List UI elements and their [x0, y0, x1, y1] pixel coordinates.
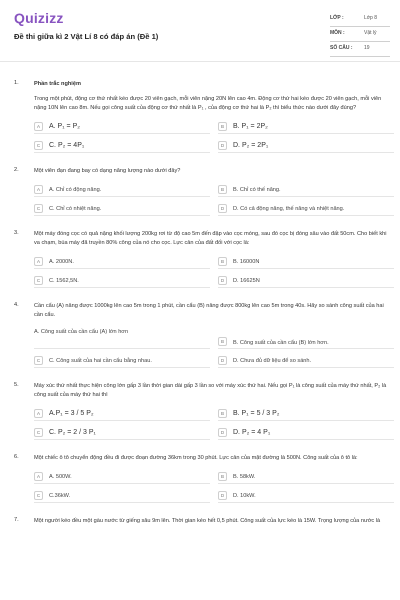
question-text: Một người kéo đều một gàu nước từ giếng sâu 9m lên. Thời gian kéo hết 0,5 phút. Công suất của lực kéo là 15W. Trọng lượng của nước là — [34, 518, 381, 524]
option-letter: B — [218, 472, 227, 481]
option-text: D. Có cả động năng, thế năng và nhiệt năng. — [233, 205, 345, 212]
question-number: 5. — [14, 382, 19, 388]
option-a[interactable] — [34, 120, 210, 134]
option-text: D. 16625N — [233, 277, 260, 284]
option-letter: A — [34, 185, 43, 194]
document-title: Đề thi giữa kì 2 Vật Lí 8 có đáp án (Đề 1) — [14, 32, 159, 41]
option-text: B. P₁ = 5 / 3 P₂ — [233, 410, 280, 417]
option-text: B. Chỉ có thế năng. — [233, 186, 281, 193]
option-text: D. P₂ = 2P₁ — [233, 142, 269, 149]
options — [34, 120, 390, 153]
quizizz-logo: Quizizz — [14, 10, 64, 26]
option-letter: D — [218, 491, 227, 500]
meta-label: MÔN : — [330, 30, 345, 36]
option-letter: C — [34, 428, 43, 437]
option-c[interactable] — [34, 354, 210, 368]
question-6 — [14, 454, 390, 503]
option-text: B. Công suất của cần cẩu (B) lớn hơn. — [233, 340, 329, 346]
option-text: D. P₂ = 4 P₁ — [233, 429, 271, 436]
option-letter: D — [218, 204, 227, 213]
option-c[interactable] — [34, 139, 210, 153]
option-b[interactable] — [218, 183, 394, 197]
option-letter: C — [34, 141, 43, 150]
option-text: B. 16000N — [233, 258, 260, 265]
options — [34, 183, 390, 216]
options — [34, 327, 390, 368]
meta-label: SỐ CÂU : — [330, 45, 353, 51]
option-a[interactable] — [34, 255, 210, 269]
option-text: A.P₁ = 3 / 5 P₂ — [49, 410, 94, 417]
option-text: C. Chỉ có nhiệt năng. — [49, 205, 102, 212]
option-text: A. 500W. — [49, 473, 72, 480]
option-letter: C — [34, 491, 43, 500]
option-d[interactable] — [218, 202, 394, 216]
meta-row-class — [330, 12, 390, 27]
question-number: 6. — [14, 454, 19, 460]
option-a[interactable] — [34, 183, 210, 197]
meta-label: LỚP : — [330, 15, 344, 21]
option-b[interactable] — [218, 470, 394, 484]
option-letter: C — [34, 356, 43, 365]
section-header: Phần trắc nghiệm — [34, 81, 81, 87]
option-letter: D — [218, 276, 227, 285]
option-d[interactable] — [218, 274, 394, 288]
question-number: 3. — [14, 230, 19, 236]
option-text: C. P₂ = 2 / 3 P₁ — [49, 429, 96, 436]
option-c[interactable] — [34, 489, 210, 503]
question-number: 7. — [14, 517, 19, 523]
meta-info — [330, 12, 390, 57]
meta-value: Vật lý — [364, 30, 377, 36]
option-letter: C — [34, 276, 43, 285]
question-text: Cần cẩu (A) nâng được 1000kg lên cao 5m trong 1 phút, cần cẩu (B) nâng được 800kg lên cao 5m trong 40s. Hãy so sánh công suất của hai cần cẩu. — [34, 303, 384, 318]
question-2 — [14, 167, 390, 216]
question-text: Một chiếc ô tô chuyển động đều đi được đoạn đường 36km trong 30 phút. Lực cản của mặt đường là 500N. Công suất của ô tô là: — [34, 455, 358, 461]
option-c[interactable] — [34, 274, 210, 288]
option-b[interactable] — [218, 327, 394, 349]
page-header — [0, 0, 400, 62]
option-a[interactable] — [34, 470, 210, 484]
question-text: Một viên đạn đang bay có dạng năng lượng nào dưới đây? — [34, 168, 181, 174]
option-text: A. P₁ = P₂ — [49, 123, 80, 130]
option-letter: A — [34, 257, 43, 266]
option-letter: D — [218, 428, 227, 437]
question-number: 2. — [14, 167, 19, 173]
option-c[interactable] — [34, 202, 210, 216]
option-text: A. Chỉ có động năng. — [49, 186, 102, 193]
options — [34, 407, 390, 440]
option-b[interactable] — [218, 407, 394, 421]
option-text: C.36kW. — [49, 492, 71, 499]
option-text: D. Chưa đủ dữ liệu để so sánh. — [233, 357, 312, 364]
option-d[interactable] — [218, 426, 394, 440]
question-text: Một máy đóng cọc có quả nặng khối lượng 200kg rơi từ độ cao 5m đến đập vào cọc móng, sau đó cọc bị đóng sâu vào đất 50cm. Cho biết khi va chạm, búa máy đã truyền 80% công của nó cho cọc. Lực cản của đất đối với cọc là: — [34, 231, 387, 246]
option-letter: A — [34, 122, 43, 131]
meta-value: Lớp 8 — [364, 15, 378, 21]
meta-value: 19 — [364, 45, 370, 51]
question-1 — [14, 80, 390, 153]
option-text: A. Công suất của cần cẩu (A) lớn hơn — [34, 329, 129, 335]
options — [34, 255, 390, 288]
question-list — [14, 70, 390, 526]
question-4 — [14, 302, 390, 368]
meta-row-count — [330, 42, 390, 57]
option-letter: B — [218, 257, 227, 266]
option-text: C. P₂ = 4P₁ — [49, 142, 85, 149]
question-3 — [14, 230, 390, 288]
option-text: D. 10kW. — [233, 492, 256, 499]
option-a[interactable] — [34, 407, 210, 421]
question-text: Máy xúc thứ nhất thực hiện công lớn gấp 3 lần thời gian dài gấp 3 lần so với máy xúc thứ hai. Nếu gọi P₁ là công suất của máy thứ nhất, P₂ là công suất của máy thứ hai thì — [34, 383, 387, 398]
option-letter: B — [218, 122, 227, 131]
option-c[interactable] — [34, 426, 210, 440]
question-7 — [14, 517, 390, 526]
option-a[interactable] — [34, 327, 210, 349]
question-text: Trong một phút, động cơ thứ nhất kéo được 20 viên gạch, mỗi viên nặng 20N lên cao 4m. Động cơ thứ hai kéo được 20 viên gạch, mỗi viên nặng 10N lên cao 8m. Nếu gọi công suất của động cơ thứ nhất là P₁ , của động cơ thứ hai là P₂ thì biểu thức nào dưới đây đúng? — [34, 96, 382, 111]
meta-row-subject — [330, 27, 390, 42]
option-d[interactable] — [218, 489, 394, 503]
option-letter: D — [218, 356, 227, 365]
option-text: B. 58kW. — [233, 473, 256, 480]
option-letter: D — [218, 141, 227, 150]
option-d[interactable] — [218, 139, 394, 153]
question-5 — [14, 382, 390, 440]
option-letter: B — [218, 337, 227, 346]
option-letter: A — [34, 472, 43, 481]
question-number: 4. — [14, 302, 19, 308]
option-letter: B — [218, 185, 227, 194]
option-d[interactable] — [218, 354, 394, 368]
option-b[interactable] — [218, 120, 394, 134]
option-text: C. Công suất của hai cần cẩu bằng nhau. — [49, 357, 152, 364]
option-text: C. 1562,5N. — [49, 277, 79, 284]
option-text: B. P₁ = 2P₂ — [233, 123, 268, 130]
question-number: 1. — [14, 80, 19, 86]
option-letter: B — [218, 409, 227, 418]
option-b[interactable] — [218, 255, 394, 269]
option-letter: C — [34, 204, 43, 213]
option-text: A. 2000N. — [49, 258, 74, 265]
options — [34, 470, 390, 503]
option-letter: A — [34, 409, 43, 418]
